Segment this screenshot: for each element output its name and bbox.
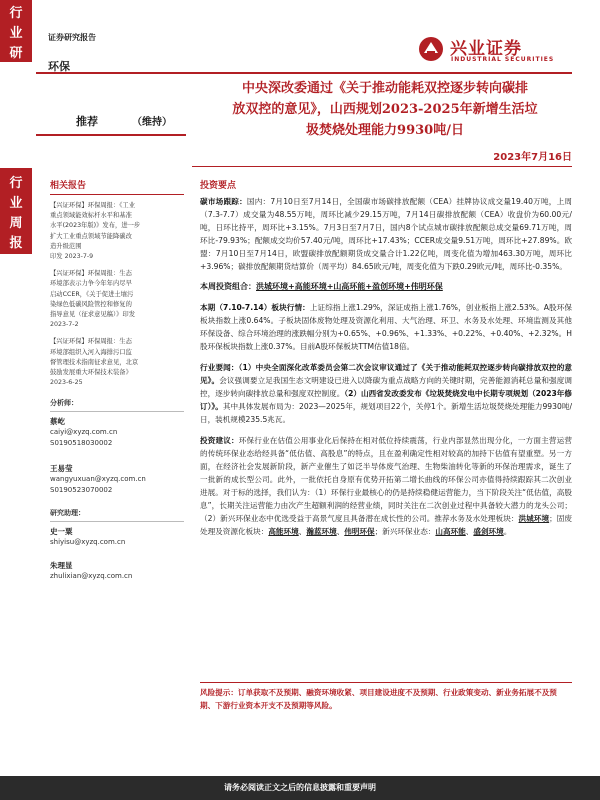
related-line: 重点领域能效标杆水平和基准	[50, 212, 132, 220]
investment-points-heading: 投资要点	[200, 181, 237, 191]
side-tab-weekly	[0, 168, 32, 254]
news-bold-2: （2）山西省发改委发布《垃圾焚烧发电中长期专项规划（2023年修订）》。	[200, 389, 572, 411]
portfolio-label: 本周投资组合：	[200, 282, 256, 291]
related-reports-heading: 相关报告	[50, 178, 184, 195]
assistant-email[interactable]: zhulixian@xyzq.com.cn	[50, 572, 133, 581]
related-line: 造升级范围	[50, 242, 82, 250]
advice-connector: 、	[336, 527, 345, 536]
market-label: 本期（7.10-7.14）板块行情：	[200, 303, 310, 312]
stock-name: 高能环境	[268, 527, 299, 536]
side-tab-industry-research	[0, 0, 32, 62]
title-line: 圾焚烧处理能力9930吨/日	[306, 123, 464, 138]
risk-label: 风险提示：	[200, 688, 238, 697]
date-divider	[192, 166, 572, 167]
logo-emblem-icon	[418, 36, 444, 62]
related-line: 督管理技术指南征求意见，北京	[50, 358, 139, 366]
related-line: 指导意见（征求意见稿）》印发	[50, 311, 136, 319]
related-report-item[interactable]	[50, 201, 184, 262]
related-line: 【兴证环保】环保周报：《工业	[50, 202, 136, 209]
assistant-heading: 研究助理：	[50, 509, 85, 518]
assistant-name: 史一粟	[50, 527, 73, 537]
related-line: 鼓励发展重大环保技术装备》	[50, 369, 132, 377]
related-line: 【兴证环保】环保周报：生态	[50, 270, 132, 278]
carbon-market-text: 国内：7月10日至7月14日，全国碳市场碳排放配额（CEA）挂牌协议成交量19.40万吨，上周（7.3-7.7）成交量为48.55万吨，周环比减少29.15万吨，7月14日碳排放配额（CEA）收盘价为60.00元/吨，日环比持平，周环比+3.15%。7月3日至7月7日，国内8个试点城市碳排放配额总成交量69.71万吨，周环比-79.93%；配额成交均价57.40元/吨，周环比+17.43%；CCER成交量9.51万吨，周环比+27.89%。欧盟：7月10日至7月14日，欧盟碳排放配额期货成交量合计1.22亿吨，周变化值为增加463.30万吨，周环比+3.96%；碳排放配额期货结算价（周平均）84.65欧元/吨，周变化值为下跌0.29欧元/吨，周环比-0.35%。	[200, 197, 572, 271]
right-column	[200, 178, 572, 546]
side-char: 业	[9, 196, 23, 211]
footer-disclaimer: 请务必阅读正文之后的信息披露和重要声明	[0, 776, 600, 800]
sector-label: 环保	[48, 60, 70, 73]
carbon-market-label: 碳市场跟踪：	[200, 197, 247, 206]
logo-text-en: INDUSTRIAL SECURITIES	[451, 56, 555, 63]
advice-connector: ；新兴环保业态：	[374, 527, 436, 536]
news-label: 行业要闻：	[200, 363, 239, 372]
analyst-email[interactable]: caiyi@xyzq.com.cn	[50, 428, 118, 437]
analyst-cert: S0190523070002	[50, 486, 113, 495]
side-char: 研	[9, 46, 23, 61]
related-date: 印发 2023-7-9	[50, 253, 94, 261]
market-paragraph	[200, 301, 572, 353]
advice-paragraph	[200, 434, 572, 538]
advice-connector: 。	[503, 527, 512, 536]
related-line: 水平(2023年版)》发布，进一步	[50, 222, 141, 230]
side-char: 报	[9, 236, 23, 251]
side-char: 周	[9, 216, 23, 231]
report-date: 2023年7月16日	[493, 152, 572, 163]
related-date: 2023-7-2	[50, 321, 79, 329]
rating-label: 推荐	[76, 115, 98, 128]
advice-text: 环保行业在估值公用事业化后保持在相对低位持续震荡，行业内部显然出现分化，一方面主营运营的传统环保业态给经具备“低估值、高股息”的特点，且在盈利确定性相对较高的加持下估值有望重塑。另一方面，在经济社会发展新阶段，新产业催生了如泛半导体废气治理、生物柴油转化等新的环保治理需求，诞生了一批新的成长型公司。此外，一批依托自身原有优势开拓第二增长曲线的环保公司亦值得持续跟踪其二次创业进展。对于标的选择，我们认为：（1）环保行业最核心的仍是持续稳健运营能力，当下阶段关注“低估值，高股息”，长期关注运营能力由次产生超额利润的经营业绩，同时关注在二次创业过程中具备较大潜力的龙头公司；（2）新兴环保业态中优选受益于高景气度且具备潜在成长性的公司。推荐水务及水处理板块：	[200, 436, 573, 523]
rating-divider	[36, 134, 186, 136]
analyst-heading: 分析师：	[50, 399, 78, 408]
analyst-name: 蔡屹	[50, 417, 65, 427]
related-line: 环境部组织入河入海排污口监	[50, 348, 132, 356]
assistant-email[interactable]: shiyisu@xyzq.com.cn	[50, 538, 126, 547]
stock-name: 伟明环保	[344, 527, 375, 536]
portfolio-paragraph	[200, 281, 572, 292]
analyst-email[interactable]: wangyuxuan@xyzq.com.cn	[50, 475, 146, 484]
stock-name: 洪城环境	[518, 514, 550, 523]
advice-label: 投资建议：	[200, 436, 239, 445]
related-date: 2023-6-25	[50, 379, 83, 387]
divider	[50, 411, 184, 412]
report-title	[192, 78, 578, 141]
rating-qualifier: （维持）	[132, 117, 172, 128]
advice-connector: 、	[465, 527, 474, 536]
stock-name: 瀚蓝环境	[306, 527, 337, 536]
analyst-block	[50, 398, 184, 582]
assistant-name: 朱理显	[50, 561, 73, 571]
risk-divider	[200, 682, 572, 683]
advice-connector: ；固废处理及资源化板块：	[200, 514, 573, 536]
logo-text-cn: 兴业证券	[450, 39, 522, 59]
title-line: 放双控的意见》，山西规划2023-2025年新增生活垃	[232, 102, 538, 117]
portfolio-stocks: 洪城环境+高能环境+山高环能+盈创环境+伟明环保	[256, 282, 443, 291]
title-line: 中央深改委通过《关于推动能耗双控逐步转向碳排	[241, 81, 528, 96]
analyst-cert: S0190518030002	[50, 439, 113, 448]
left-column	[50, 178, 184, 582]
news-text-2: 其中具体发展布局为：2023—2025年，规划项目22个，关停1个。新增生活垃圾焚烧处理能力9930吨/日，装机规模235.5兆瓦。	[200, 402, 572, 424]
company-logo	[418, 34, 588, 68]
divider	[50, 521, 184, 522]
report-type-label: 证券研究报告	[48, 33, 96, 42]
side-char: 行	[9, 6, 23, 21]
header-divider	[36, 72, 572, 74]
news-paragraph	[200, 361, 572, 426]
related-line: 启动CCER，《关于促进土壤污	[50, 290, 134, 298]
related-line: 环境部表示力争今年年内尽早	[50, 280, 132, 288]
side-char: 业	[9, 26, 23, 41]
related-line: 扩大工业重点领域节能降碳改	[50, 232, 132, 240]
advice-connector: 、	[298, 527, 307, 536]
side-char: 行	[9, 176, 23, 191]
related-report-item[interactable]	[50, 337, 184, 388]
related-report-item[interactable]	[50, 269, 184, 330]
analyst-name: 王易莹	[50, 464, 73, 474]
risk-notice	[200, 686, 572, 712]
related-line: 染绿色低碳风险管控和修复的	[50, 300, 132, 308]
carbon-market-paragraph	[200, 195, 572, 273]
news-bold-1: （1）中央全面深化改革委员会第二次会议审议通过了《关于推动能耗双控逐步转向碳排放双控的意见》。	[200, 363, 573, 385]
news-text-1: 会议强调要立足我国生态文明建设已进入以降碳为重点战略方向的关键时期，完善能源消耗总量和强度调控，逐步转向碳排放总量和强度双控制度。	[200, 376, 572, 398]
stock-name: 山高环能	[435, 527, 466, 536]
related-line: 【兴证环保】环保周报：生态	[50, 338, 132, 346]
market-text: 上证综指上涨1.29%，深证成指上涨1.76%，创业板指上涨2.53%。A股环保板块指数上涨0.64%。子板块固体废物处理及资源化利用、大气治理、环卫、水务及水处理、环境监测及其他环保设备、综合环境治理的涨跌幅分别为+0.65%、+0.96%、+1.33%、+0.22%、+0.40%、+2.32%。H股环保板块指数上涨0.37%。目前A股环保板块TTM估值18倍。	[200, 303, 573, 351]
stock-name: 盛剑环境	[473, 527, 504, 536]
risk-text: 订单获取不及预期、融资环境收紧、项目建设进度不及预期、行业政策变动、新业务拓展不及预期、下游行业资本开支不及预期等风险。	[200, 688, 557, 710]
